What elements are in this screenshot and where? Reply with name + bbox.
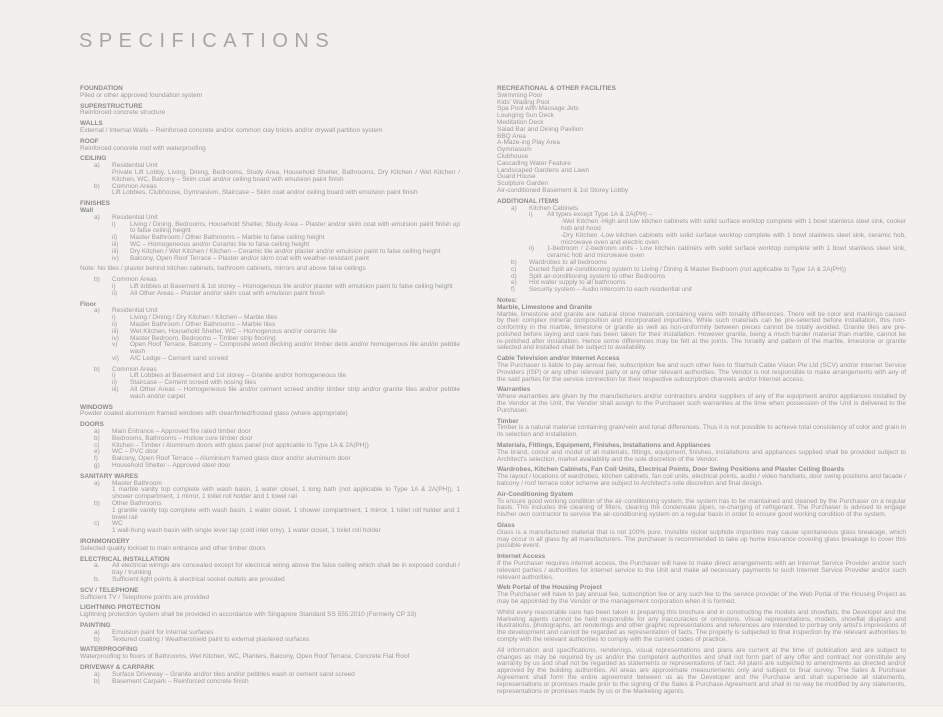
item-label: vi) [112, 354, 119, 362]
item-label: a) [94, 213, 100, 221]
item-text: Master Bathroom / Other Bathrooms – Marble tiles [130, 320, 276, 328]
item-text: A/C Ledge – Cement sand screed [130, 354, 228, 362]
item-text: Emulsion paint for internal surfaces [112, 628, 214, 636]
spec-item [497, 246, 906, 260]
spec-paragraph: Spa Pool with Massage Jets [497, 105, 579, 113]
item-text: Textured coating / Weathershield paint to external plastered surfaces [112, 635, 310, 643]
item-label: ii) [112, 379, 118, 387]
section-heading: Materials, Fittings, Equipment, Finishes, Installations and Appliances [497, 442, 711, 450]
section-heading: DOORS [80, 421, 104, 429]
section-heading: DRIVEWAY & CARPARK [80, 663, 155, 671]
section-heading: Glass [497, 522, 515, 530]
section-heading: Air-Conditioning System [497, 490, 574, 498]
item-label: iii) [112, 247, 119, 255]
spec-paragraph: External / Internal Walls – Reinforced concrete and/or common clay bricks and/or drywall partition system [80, 126, 383, 134]
spec-paragraph: Cascading Water Feature [497, 159, 571, 167]
section-heading: LIGHTNING PROTECTION [80, 604, 161, 612]
section-heading: RECREATIONAL & OTHER FACILITIES [497, 85, 616, 92]
right-column [497, 86, 906, 695]
item-label: iv) [112, 334, 119, 342]
spec-item [80, 577, 460, 584]
spec-paragraph: Swimming Pool [497, 91, 542, 99]
item-text: Ducted Split air-conditioning system to Living / Dining & Master Bedroom (not applicable to Type 1A & 2A(PH)) [529, 265, 847, 273]
item-label: a) [511, 204, 517, 212]
section-heading: Cable Television and/or Internet Access [497, 355, 620, 363]
spec-paragraph: Powder coated aluminium framed windows with clear/tinted/frosted glass (where appropriate) [80, 410, 348, 418]
spec-paragraph: 1 marble vanity top complete with wash basin, 1 water closet, 1 long bath (not applicable to Type 1A & 2A(PH)), 1 shower compartment, 1 mirror, 1 toilet roll holder and 1 towel rail [112, 486, 460, 501]
item-text: Living / Dining / Dry Kitchen / Kitchen – Marble tiles [130, 314, 278, 322]
item-text: Common Areas [112, 276, 157, 284]
item-label: b) [94, 635, 100, 643]
item-text: Master Bathroom [112, 479, 162, 487]
section-heading: WATERPROOFING [80, 646, 138, 654]
spec-paragraph: Landscaped Gardens and Lawn [497, 166, 590, 174]
item-text: WC [112, 520, 123, 528]
spec-paragraph: Sculpture Garden [497, 180, 548, 188]
section-heading: Internet Access [497, 553, 546, 561]
item-label: a) [94, 428, 100, 436]
section-heading: CEILING [80, 155, 107, 163]
item-label: e) [94, 448, 100, 456]
item-label: a) [94, 670, 100, 678]
spec-item [80, 222, 460, 236]
item-text: Main Entrance – Approved fire rated timber door [112, 428, 251, 436]
item-text: Kitchen Cabinets [529, 204, 579, 212]
spec-paragraph: Where warranties are given by the manufacturers and/or contractors and/or suppliers of any of the equipment and/or appliances installed by the Vendor at the Unit, the Vendor shall assign to the Purchaser such warranties at the time when possession of the Unit is delivered to the Purchaser. [497, 393, 906, 414]
item-text: WC – Homogeneous and/or Ceramic tile to false ceiling height [130, 240, 310, 248]
item-text: All types except Type 1A & 2A(PH) – [547, 211, 653, 219]
item-text: Household Shelter – Approved steel door [112, 462, 231, 470]
spec-paragraph: Salad Bar and Dining Pavilion [497, 125, 583, 133]
item-text: Living / Dining, Bedrooms, Household Shelter, Study Area – Plaster and/or skim coat with emulsion paint finish up to false ceiling height [130, 220, 460, 235]
spec-item [80, 501, 460, 508]
item-label: iii) [112, 240, 119, 248]
section-heading: WINDOWS [80, 403, 113, 411]
item-label: d) [511, 272, 517, 280]
spec-item [497, 212, 906, 219]
item-text: 1-bedroom / 2-bedroom units - Low kitchen cabinets with solid surface worktop complete with 1 bowl stainless steel sink, ceramic hob and microwave oven [547, 245, 906, 260]
spec-item [80, 637, 460, 644]
spec-paragraph: All information and specifications, renderings, visual representations and plans are current at the time of publication and are subject to changes as may be required by us and/or the competent authorities and shall not form part of any offer and contract nor constitute any warranty by us and shall not be regarded as statements or representations of fact. All plans are subjected to amendments as directed and/or approved by the building authorities. All areas are approximate measurements only and subject to final survey. The Sales & Purchase Agreement shall form the entire agreement between us as the Developer and the Purchase and shall supersede all statements, representations or promises made prior to the signing of the Sales & Purchase Agreement and shall in no way be modified by any statements, representations or promises made by us or the Marketing agents. [497, 646, 906, 695]
spec-item [80, 679, 460, 686]
item-text: All Other Areas – Homogeneous tile and/or cement screed and/or timber strip and/or granite tiles and/or pebble wash and/or carpet [130, 386, 460, 400]
section-heading: WALLS [80, 120, 103, 128]
item-text: Lift Lobbies at Basement and 1st storey – Granite and/or homogeneous tile [130, 372, 347, 380]
section-heading: Notes: [497, 296, 518, 304]
item-label: b) [94, 434, 100, 442]
section-heading: SANITARY WARES [80, 472, 139, 480]
section-heading: ROOF [80, 137, 99, 145]
spec-paragraph: Timber is a natural material containing grain/vein and tonal differences. Thus it is not possible to achieve total consistency of color and grain in its selection and installation. [497, 424, 906, 439]
spec-paragraph: Reinforced concrete roof with waterproofing [80, 144, 206, 152]
item-label: c) [511, 265, 517, 273]
item-text: Kitchen – Timber / Aluminum doors with glass panel (not applicable to Type 1A & 2A(PH)) [112, 441, 369, 449]
section-heading: Warranties [497, 386, 531, 394]
spec-paragraph: Gymnasium [497, 146, 532, 154]
spec-paragraph: -Wet Kitchen -High and low kitchen cabinets with solid surface worktop complete with 1 bowl stainless steel sink, cooker hob and hood [561, 218, 906, 232]
item-label: a) [94, 162, 100, 170]
item-label: i) [529, 211, 533, 219]
item-text: Security system – Audio intercom to each residential unit [529, 286, 692, 294]
item-label: v) [112, 341, 118, 349]
item-text: Surface Driveway – Granite and/or tiles and/or pebbles wash or cement sand screed [112, 670, 355, 678]
page-title: SPECIFICATIONS [79, 30, 336, 52]
spec-paragraph: Glass is a manufactured material that is not 100% pure. Invisible nickel sulphide impurities may cause spontaneous glass breakage, which may occur in all glass by all manufacturers. The purchaser is recommended to take up home insurance covering glass breakage to cover this possible event. [497, 528, 906, 550]
spec-item [80, 291, 460, 298]
item-label: c) [94, 520, 100, 528]
spec-paragraph: The layout / locations of wardrobes, kitchen cabinets, fan coil units, electrical points, audio / video handsets, door swing positions and facade / balcony / roof terrace color scheme are subject to Architect's sole discretion and final design. [497, 473, 906, 488]
section-heading: Wall [80, 206, 94, 214]
spec-paragraph: If the Purchaser requires internet access, the Purchaser will have to make direct arrangements with an Internet Service Provider and/or such relevant parties / authorities for internet service to the Unit and make all necessary payments to such Internet Service Provider and/or such relevant authorities. [497, 560, 906, 581]
spec-paragraph: 1 granite vanity top complete with wash basin, 1 water closet, 1 shower compartment, 1 mirror, 1 toilet roll holder and 1 towel rail [112, 506, 460, 521]
item-label: f) [511, 286, 515, 294]
item-text: Other Bathrooms [112, 500, 162, 508]
item-text: Sufficient light points & electrical socket outlets are provided [112, 576, 285, 583]
spec-paragraph: Marble, limestone and granite are natural stone materials containing veins with tonality differences. There will be color and markings caused by their complex mineral composition and incorporated impurities. While such materials can be pre-selected before installation, this non-conformity in the marble, limestone or granite as well as non-uniformity between pieces cannot be totally avoided. Granite tiles are pre-polished before laying and care has been taken for their installation. However granite, being a much harder material than marble, cannot be re-polished after installation. Hence some differences may be felt at the joints. The tonality and pattern of the marble, limestone or granite selected and installed shall be subject to availability. [497, 310, 906, 352]
item-text: Master Bathroom / Other Bathrooms – Marble to false ceiling height [130, 234, 325, 242]
section-heading: Marble, Limestone and Granite [497, 303, 592, 311]
spec-paragraph: Lift Lobbies, Clubhouse, Gymnasium, Staircase – Skim coat and/or ceiling board with emulsion paint finish [112, 189, 418, 197]
item-text: WC – PVC door [112, 448, 159, 456]
item-label: a. [94, 562, 100, 570]
item-text: Lift lobbies at Basement & 1st storey – Homogenous tile and/or plaster with emulsion paint to false ceiling height [130, 282, 453, 290]
item-label: iii) [112, 327, 119, 335]
section-heading: IRONMONGERY [80, 538, 130, 546]
spec-paragraph: The Purchaser will have to pay annual fee, subscription fee or any such fee to the service provider of the Web Portal of the Housing Project as may be appointed by the Vendor or the management corporation when it is formed. [497, 591, 906, 605]
item-text: Basement Carpark – Reinforced concrete finish [112, 677, 249, 685]
spec-paragraph: Sufficient TV / Telephone points are provided [80, 593, 210, 601]
item-label: g) [94, 462, 100, 470]
item-label: iv) [112, 254, 119, 262]
spec-item [80, 163, 460, 170]
item-label: ii) [112, 320, 118, 328]
section-heading: FOUNDATION [80, 85, 123, 92]
spec-paragraph: Reinforced concrete structure [80, 109, 166, 117]
section-heading: SCV / TELEPHONE [80, 586, 139, 594]
spec-paragraph: Meditation Deck [497, 118, 544, 126]
spec-paragraph: Clubhouse [497, 152, 529, 160]
item-label: b) [511, 258, 517, 266]
spec-item [80, 563, 460, 577]
item-label: b) [94, 365, 100, 373]
left-column [80, 86, 460, 685]
spec-item [80, 184, 460, 191]
item-label: f) [94, 455, 98, 463]
item-text: Split air-conditioning system to other Bedrooms [529, 272, 666, 280]
item-label: a) [94, 628, 100, 636]
page-bottom-edge [0, 705, 943, 717]
item-text: Residential Unit [112, 162, 158, 170]
item-label: a) [94, 307, 100, 315]
spec-item [497, 287, 906, 294]
item-label: b. [94, 576, 100, 583]
item-text: Common Areas [112, 365, 157, 373]
spec-paragraph: Lounging Sun Deck [497, 112, 554, 120]
spec-item [80, 342, 460, 356]
item-text: Staircase – Cement screed with nosing tiles [130, 379, 257, 387]
spec-paragraph: Waterproofing to floors of Bathrooms, Wet Kitchen, WC, Planters, Balcony, Open Roof Terrace, Concrete Flat Roof [80, 653, 410, 661]
item-text: Master Bedroom, Bedrooms – Timber strip flooring [130, 334, 276, 342]
item-text: All Other Areas – Plaster and/or skim coat with emulsion paint finish [130, 289, 325, 297]
spec-paragraph: To ensure good working condition of the air-conditioning system, the system has to be maintained and cleaned by the Purchaser on a regular basis. This includes the cleaning of filters, clearing the condensate pipes, re-charging of refrigerant. The Purchaser is advised to engage his/her own contractor to service the air-conditioning system on a regular basis in order to ensure good working condition of the system. [497, 497, 906, 519]
spec-paragraph: Kids' Wading Pool [497, 98, 550, 106]
item-label: b) [94, 182, 100, 190]
item-text: Bedrooms, Bathrooms – Hollow core timber door [112, 434, 253, 442]
item-text: Residential Unit [112, 307, 158, 315]
item-text: Common Areas [112, 182, 157, 190]
spec-item [80, 356, 460, 363]
item-text: Wardrobes to all bedrooms [529, 258, 607, 266]
item-label: ii) [112, 289, 118, 297]
item-text: Hot water supply to all bathrooms [529, 279, 626, 287]
section-heading: SUPERSTRUCTURE [80, 102, 143, 110]
item-label: a) [94, 479, 100, 487]
item-label: c) [94, 441, 100, 449]
spec-item [80, 481, 460, 488]
spec-paragraph: Whilst every reasonable care has been taken in preparing this brochure and in constructing the models and showflats, the Developer and the Marketing agents cannot be held responsible for any inaccuracies or omissions. Visual representations, models, showflat displays and illustrations, photographs, art renderings and other graphic representations and references are intended to portray only artist's impressions of the development and cannot be regarded as representation of facts. The property is subjected to final inspection by the relevant authorities to comply with the relevant authorities to comply with the current codes of practice. [497, 608, 906, 643]
item-label: i) [112, 372, 116, 380]
item-label: i) [112, 314, 116, 322]
spec-paragraph: BBQ Area [497, 132, 526, 140]
item-text: Balcony, Open Roof Terrace – Aluminium framed glass door and/or aluminium door [112, 455, 351, 463]
spec-paragraph: Note: No tiles / plaster behind kitchen cabinets, bathroom cabinets, mirrors and above false ceilings [80, 265, 366, 273]
section-heading: ELECTRICAL INSTALLATION [80, 555, 170, 563]
spec-paragraph: Air-conditioned Basement & 1st Storey Lobby [497, 186, 629, 194]
spec-item [80, 521, 460, 528]
spec-item [80, 387, 460, 401]
spec-paragraph: Guard House [497, 173, 536, 181]
section-heading: Floor [80, 300, 97, 308]
spec-paragraph: A-Maze-ing Play Area [497, 139, 560, 147]
section-heading: PAINTING [80, 621, 111, 629]
item-label: b) [94, 500, 100, 508]
item-text: Dry Kitchen / Wet Kitchen / Kitchen – Ceramic tile and/or plaster and/or emulsion paint to false ceiling height [130, 247, 441, 255]
spec-item [80, 463, 460, 470]
item-text: Residential Unit [112, 213, 158, 221]
item-label: b) [94, 276, 100, 284]
item-label: i) [112, 220, 116, 228]
item-label: ii) [529, 245, 535, 253]
section-heading: ADDITIONAL ITEMS [497, 197, 559, 205]
item-label: i) [112, 282, 116, 290]
spec-paragraph: The brand, colour and model of all materials, fittings, equipment, finishes, installations and appliances supplied shall be provided subject to Architect's selection, market availability and the sole discretion of the Vendor. [497, 448, 906, 463]
item-label: ii) [112, 234, 118, 242]
item-label: iii) [112, 386, 119, 394]
section-heading: Timber [497, 417, 519, 425]
spec-paragraph: Piled or other approved foundation system [80, 91, 203, 99]
item-text: Wet Kitchen, Household Shelter, WC – Homogenous and/or ceramic tile [130, 327, 337, 335]
spec-paragraph: -Dry Kitchen -Low kitchen cabinets with solid surface worktop complete with 1 bowl stainless steel sink, ceramic hob, microwave oven and electric oven [561, 231, 906, 246]
section-heading: Web Portal of the Housing Project [497, 584, 602, 592]
spec-paragraph: Lightning protection system shall be provided in accordance with Singapore Standard SS 555:2010 (Formerly CP 33) [80, 611, 417, 619]
section-heading: Wardrobes, Kitchen Cabinets, Fan Coil Units, Electrical Points, Door Swing Positions and Plaster Ceiling Boards [497, 466, 845, 474]
spec-paragraph: The Purchaser is liable to pay annual fee, subscription fee and such other fees to Starhub Cable Vision Pte Ltd (SCV) and/or Internet Service Providers (ISP) or any other relevant party or any other relevant authorities. The Vendor is not responsible to make arrangements with any of the said parties for the service connection for their respective subscription channels and/or Internet access. [497, 362, 906, 383]
spec-paragraph: Selected quality lockset to main entrance and other timber doors [80, 544, 266, 552]
spec-item [80, 256, 460, 263]
item-label: e) [511, 279, 517, 287]
item-text: Open Roof Terrace, Balcony – Composite wood decking and/or timber deck and/or homogenous tile and/or pebble wash [130, 341, 460, 356]
item-text: All electrical wirings are concealed except for electrical wiring above the false ceiling which shall be in exposed conduit / tray / trunking [112, 562, 460, 577]
spec-paragraph: 1 wall-hung wash basin with single lever tap (cold inlet only), 1 water closet, 1 toilet roll holder [112, 527, 381, 535]
item-label: b) [94, 677, 100, 685]
section-heading: FINISHES [80, 200, 110, 208]
spec-paragraph: Private Lift Lobby, Living, Dining, Bedrooms, Study Area, Household Shelter, Bathrooms, Dry Kitchen / Wet Kitchen / Kitchen, WC, Balcony – Skim coat and/or ceiling board with emulsion paint finish [112, 168, 460, 183]
item-text: Balcony, Open Roof Terrace – Plaster and/or skim coat with weather-resistant paint [130, 254, 369, 262]
